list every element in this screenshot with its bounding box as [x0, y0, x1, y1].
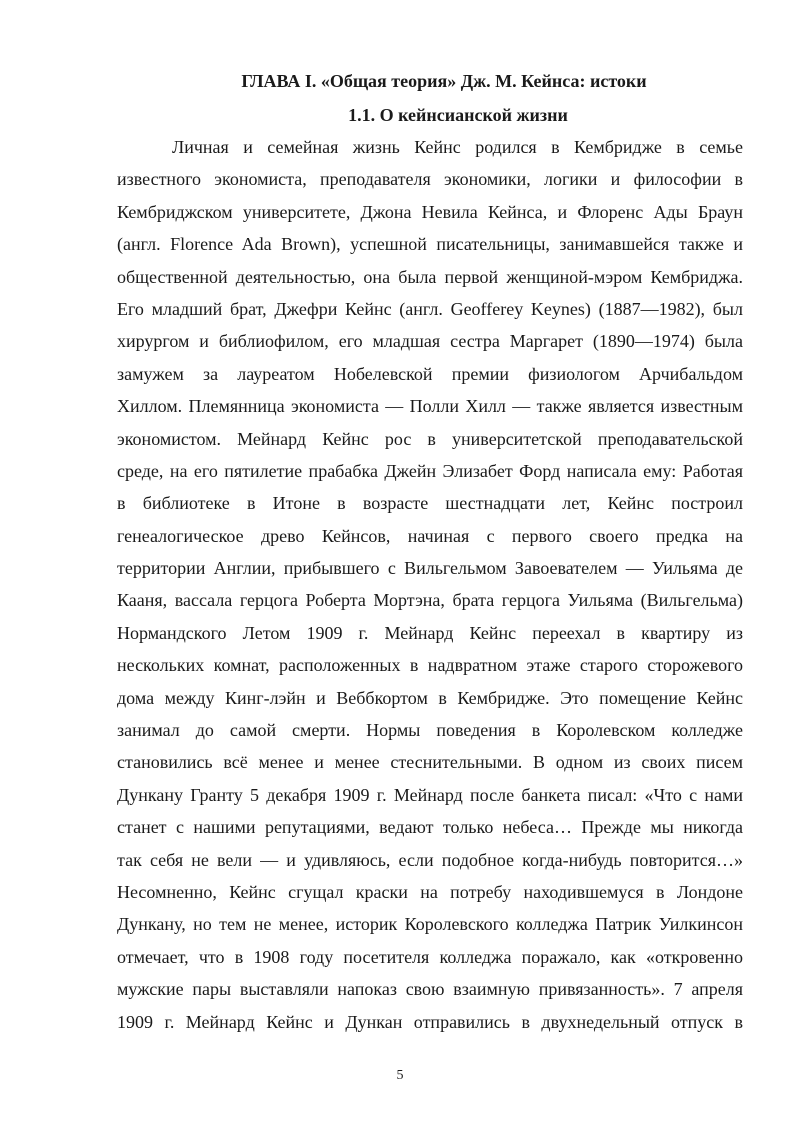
text-line: хирургом и библиофилом, его младшая сестра Маргарет (1890—1974) была: [117, 331, 743, 352]
text-line: Дункану, но тем не менее, историк Королевского колледжа Патрик Уилкинсон: [117, 914, 743, 935]
text-line: общественной деятельностью, она была первой женщиной-мэром Кембриджа.: [117, 266, 743, 287]
text-line: отмечает, что в 1908 году посетителя колледжа поражало, как «откровенно: [117, 946, 743, 967]
text-line: занимал до самой смерти. Нормы поведения в Королевском колледже: [117, 720, 743, 741]
text-line: (англ. Florence Ada Brown), успешной писательницы, занимавшейся также и: [117, 234, 743, 255]
text-line: мужские пары выставляли напоказ свою взаимную привязанность». 7 апреля: [117, 979, 743, 1000]
text-line: известного экономиста, преподавателя экономики, логики и философии в: [117, 169, 743, 190]
text-line: Дункану Гранту 5 декабря 1909 г. Мейнард после банкета писал: «Что с нами: [117, 784, 743, 805]
text-line: в библиотеке в Итоне в возрасте шестнадцати лет, Кейнс построил: [117, 493, 743, 514]
text-line: дома между Кинг-лэйн и Веббкортом в Кембридже. Это помещение Кейнс: [117, 687, 743, 708]
text-line: среде, на его пятилетие прабабка Джейн Элизабет Форд написала ему: Работая: [117, 460, 743, 481]
text-line: замужем за лауреатом Нобелевской премии физиологом Арчибальдом: [117, 363, 743, 384]
text-line: Несомненно, Кейнс сгущал краски на потребу находившемуся в Лондоне: [117, 881, 743, 902]
text-line: Кембриджском университете, Джона Невила Кейнса, и Флоренс Ады Браун: [117, 201, 743, 222]
chapter-title: ГЛАВА I. «Общая теория» Дж. М. Кейнса: истоки: [241, 71, 647, 91]
body-paragraph: [117, 131, 743, 1038]
text-line: станет с нашими репутациями, ведают только небеса… Прежде мы никогда: [117, 817, 743, 838]
section-title: 1.1. О кейнсианской жизни: [348, 105, 568, 125]
page-number: 5: [396, 1068, 404, 1083]
text-line: становились всё менее и менее стеснительными. В одном из своих писем: [117, 752, 743, 773]
text-line: так себя не вели — и удивляюсь, если подобное когда-нибудь повторится…»: [117, 849, 743, 870]
text-line: территории Англии, прибывшего с Вильгельмом Завоевателем — Уильяма де: [117, 558, 743, 579]
text-line: Личная и семейная жизнь Кейнс родился в Кембридже в семье: [172, 137, 743, 157]
text-line: нескольких комнат, расположенных в надвратном этаже старого сторожевого: [117, 655, 743, 676]
text-line: 1909 г. Мейнард Кейнс и Дункан отправились в двухнедельный отпуск в: [117, 1011, 743, 1032]
text-line: генеалогическое древо Кейнсов, начиная с первого своего предка на: [117, 525, 743, 546]
text-line: Его младший брат, Джефри Кейнс (англ. Geofferey Keynes) (1887—1982), был: [117, 298, 743, 319]
text-line: Кааня, вассала герцога Роберта Мортэна, брата герцога Уильяма (Вильгельма): [117, 590, 743, 611]
text-line: экономистом. Мейнард Кейнс рос в университетской преподавательской: [117, 428, 743, 449]
text-line: Хиллом. Племянница экономиста — Полли Хилл — также является известным: [117, 396, 743, 417]
text-line: Нормандского Летом 1909 г. Мейнард Кейнс переехал в квартиру из: [117, 622, 743, 643]
